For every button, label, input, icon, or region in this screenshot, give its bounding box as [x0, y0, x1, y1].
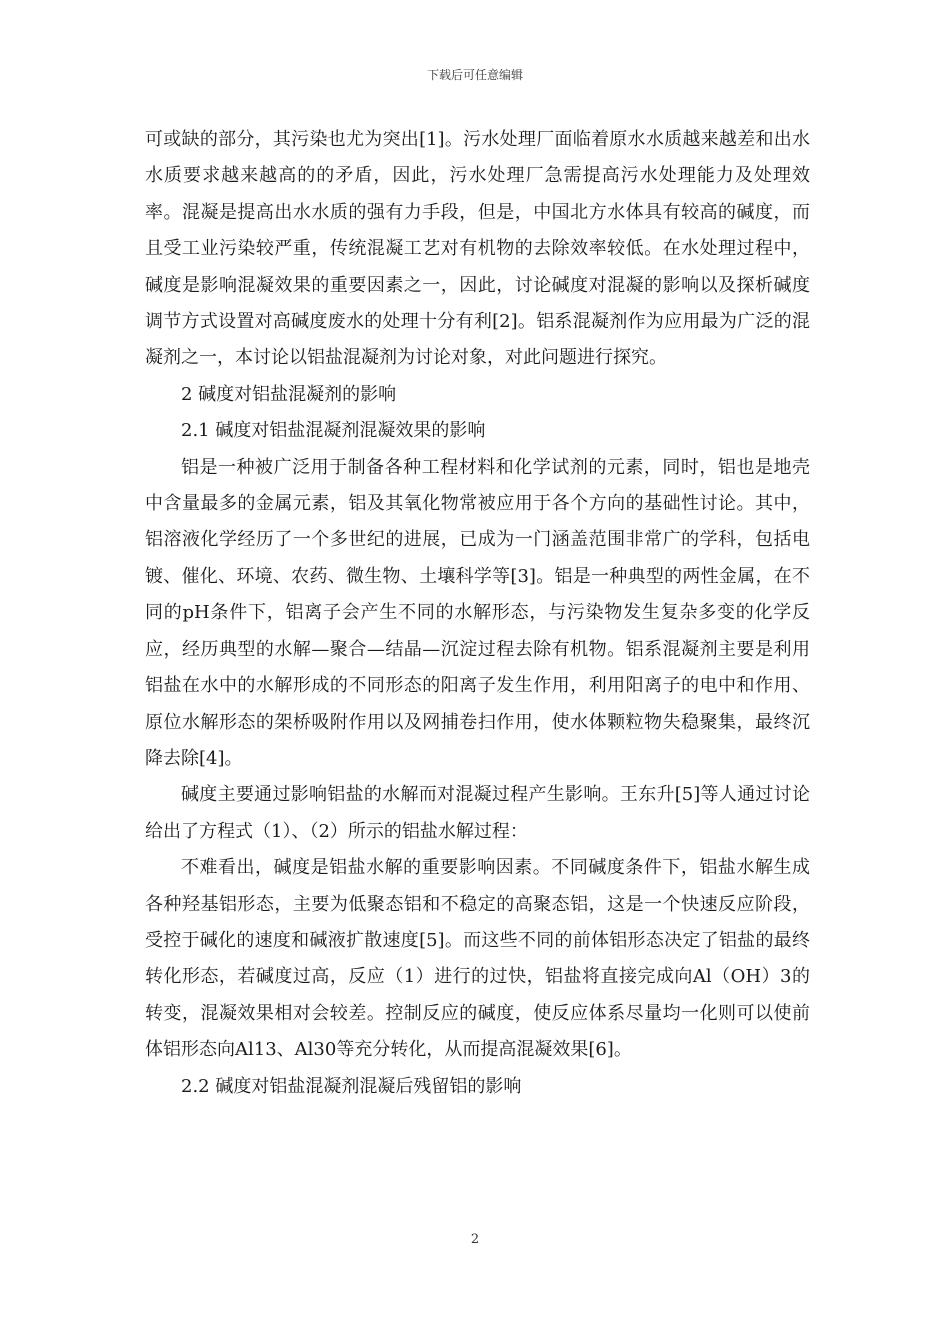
paragraph: 碱度主要通过影响铝盐的水解而对混凝过程产生影响。王东升[5]等人通过讨论给出了方程式（1）、（2）所示的铝盐水解过程：	[145, 784, 810, 842]
page-header: 下载后可任意编辑	[426, 68, 523, 82]
document-body	[145, 122, 810, 1105]
subsection-heading: 2.2 碱度对铝盐混凝剂混凝后残留铝的影响	[181, 1075, 522, 1097]
subsection-heading: 2.1 碱度对铝盐混凝剂混凝效果的影响	[181, 420, 486, 442]
section-heading: 2 碱度对铝盐混凝剂的影响	[181, 383, 397, 405]
paragraph: 不难看出，碱度是铝盐水解的重要影响因素。不同碱度条件下，铝盐水解生成各种羟基铝形态，主要为低聚态铝和不稳定的高聚态铝，这是一个快速反应阶段，受控于碱化的速度和碱液扩散速度[5]。而这些不同的前体铝形态决定了铝盐的最终转化形态，若碱度过高，反应（1）进行的过快，铝盐将直接完成向Al（OH）3的转变，混凝效果相对会较差。控制反应的碱度，使反应体系尽量均一化则可以使前体铝形态向Al13、Al30等充分转化，从而提高混凝效果[6]。	[145, 857, 810, 1061]
page-number: 2	[470, 1232, 480, 1247]
paragraph: 可或缺的部分，其污染也尤为突出[1]。污水处理厂面临着原水水质越来越差和出水水质要求越来越高的的矛盾，因此，污水处理厂急需提高污水处理能力及处理效率。混凝是提高出水水质的强有力手段，但是，中国北方水体具有较高的碱度，而且受工业污染较严重，传统混凝工艺对有机物的去除效率较低。在水处理过程中，碱度是影响混凝效果的重要因素之一，因此，讨论碱度对混凝的影响以及探析碱度调节方式设置对高碱度废水的处理十分有利[2]。铝系混凝剂作为应用最为广泛的混凝剂之一，本讨论以铝盐混凝剂为讨论对象，对此问题进行探究。	[145, 129, 810, 369]
paragraph: 铝是一种被广泛用于制备各种工程材料和化学试剂的元素，同时，铝也是地壳中含量最多的金属元素，铝及其氧化物常被应用于各个方向的基础性讨论。其中，铝溶液化学经历了一个多世纪的进展，已成为一门涵盖范围非常广的学科，包括电镀、催化、环境、农药、微生物、土壤科学等[3]。铝是一种典型的两性金属，在不同的pH条件下，铝离子会产生不同的水解形态，与污染物发生复杂多变的化学反应，经历典型的水解—聚合—结晶—沉淀过程去除有机物。铝系混凝剂主要是利用铝盐在水中的水解形成的不同形态的阳离子发生作用，利用阳离子的电中和作用、原位水解形态的架桥吸附作用以及网捕卷扫作用，使水体颗粒物失稳聚集，最终沉降去除[4]。	[145, 456, 810, 769]
